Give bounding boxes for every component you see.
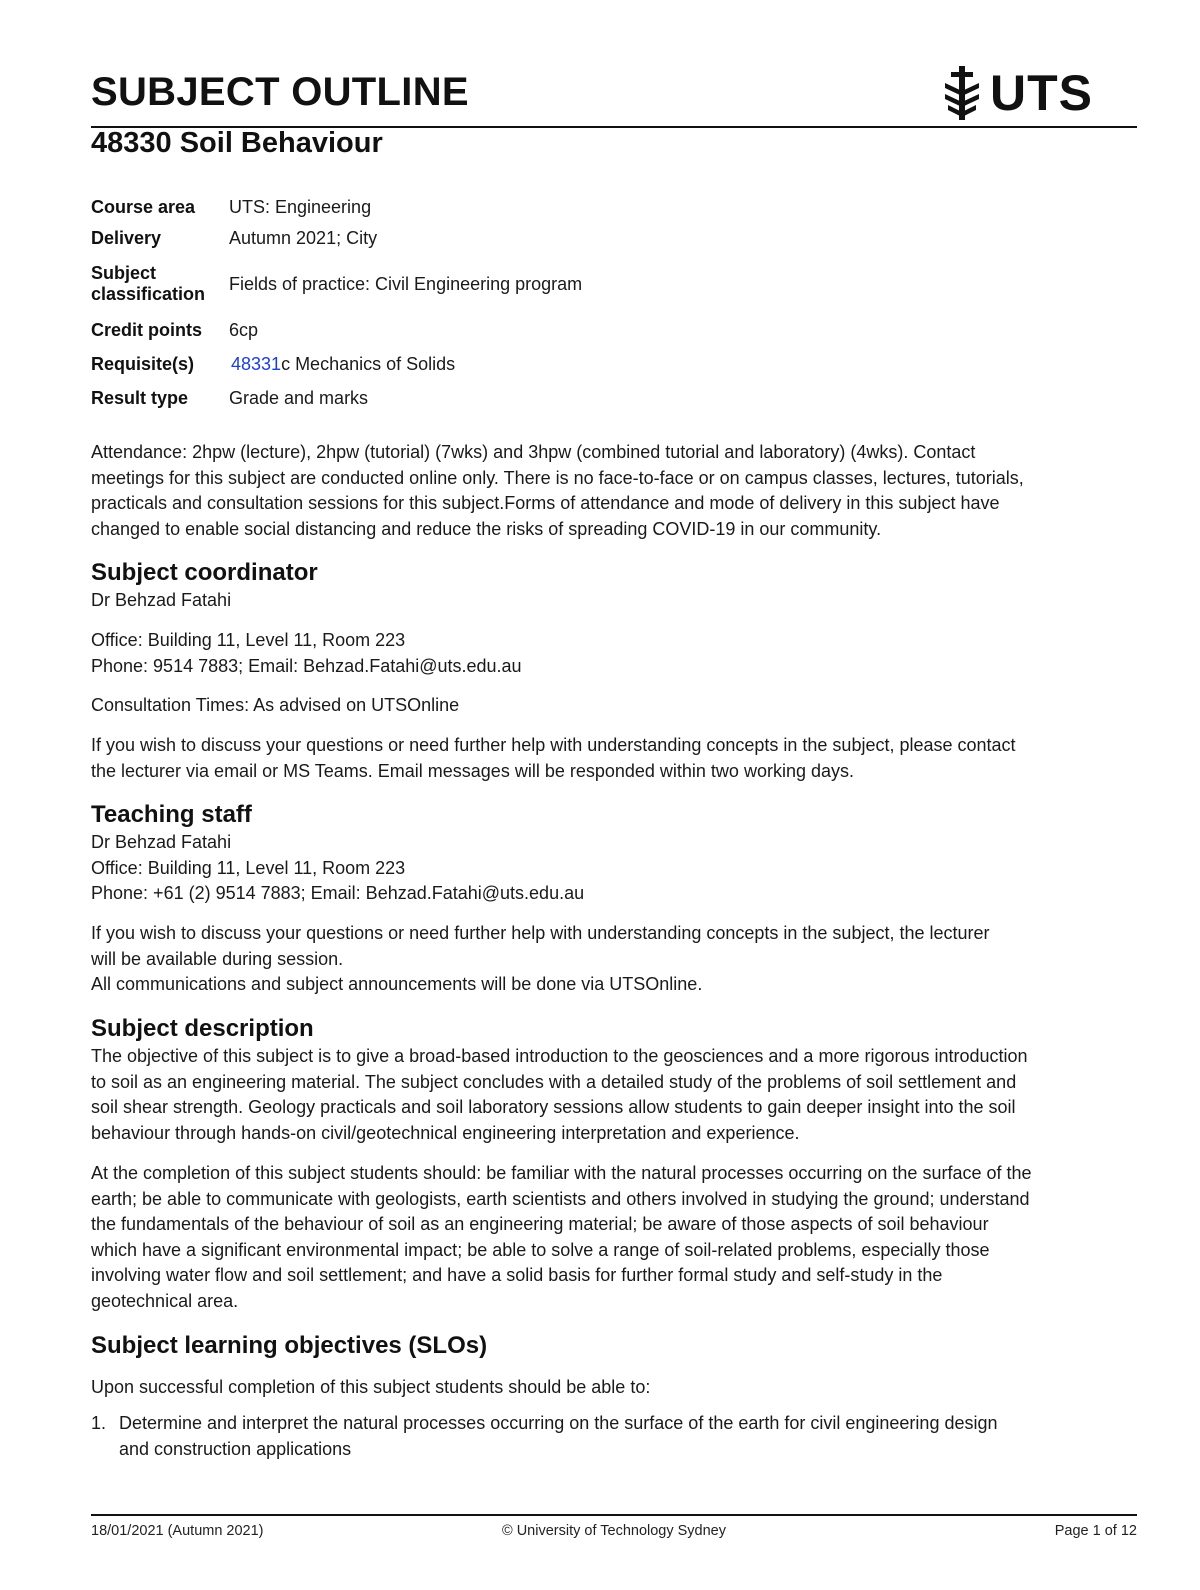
heading-subject-coordinator: Subject coordinator — [91, 559, 318, 586]
meta-label-line: Subject — [91, 263, 157, 283]
text-line: The objective of this subject is to give a broad-based introduction to the geosciences and a more rigorous introduction — [91, 1046, 1028, 1066]
text-line: changed to enable social distancing and reduce the risks of spreading COVID-19 in our community. — [91, 518, 882, 539]
text-line: earth; be able to communicate with geologists, earth scientists and others involved in studying the ground; understand — [91, 1188, 1030, 1209]
text-line: to soil as an engineering material. The subject concludes with a detailed study of the problems of soil settlement and — [91, 1071, 1017, 1092]
subject-title: 48330 Soil Behaviour — [91, 127, 383, 159]
document-page — [91, 0, 1137, 1590]
text-line: the lecturer via email or MS Teams. Email messages will be responded within two working days. — [91, 760, 854, 781]
logo-text: UTS — [990, 65, 1093, 121]
coordinator-phone: Phone: 9514 7883; Email: Behzad.Fatahi@uts.edu.au — [91, 655, 522, 676]
uts-crest-icon — [942, 65, 982, 121]
objectives-intro: Upon successful completion of this subject students should be able to: — [91, 1377, 651, 1397]
coordinator-name: Dr Behzad Fatahi — [91, 590, 232, 610]
text-line: and construction applications — [119, 1438, 352, 1459]
meta-label: Credit points — [91, 319, 202, 340]
coordinator-help — [91, 733, 1131, 784]
text-line: will be available during session. — [91, 948, 344, 969]
meta-label — [91, 255, 229, 313]
meta-label: Requisite(s) — [91, 353, 195, 374]
meta-label: Delivery — [91, 227, 162, 248]
text-line: involving water flow and soil settlement; and have a solid basis for further formal study and self-study in the — [91, 1265, 943, 1285]
meta-row-delivery — [91, 221, 582, 255]
page-footer — [91, 1514, 1137, 1556]
text-line: All communications and subject announcements will be done via UTSOnline. — [91, 974, 703, 994]
text-line: Attendance: 2hpw (lecture), 2hpw (tutorial) (7wks) and 3hpw (combined tutorial and laboratory) (4wks). Contact — [91, 442, 976, 462]
meta-row-classification — [91, 255, 582, 313]
staff-phone: Phone: +61 (2) 9514 7883; Email: Behzad.Fatahi@uts.edu.au — [91, 883, 585, 903]
requisite-link[interactable]: 48331 — [231, 353, 282, 374]
page-header — [91, 64, 1137, 128]
teaching-staff-details — [91, 830, 1131, 907]
staff-name: Dr Behzad Fatahi — [91, 832, 232, 852]
text-line: practicals and consultation sessions for this subject.Forms of attendance and mode of delivery in this subject have — [91, 493, 1000, 513]
heading-teaching-staff: Teaching staff — [91, 801, 252, 828]
meta-label: Result type — [91, 387, 189, 408]
meta-row-result-type — [91, 381, 582, 415]
meta-value: UTS: Engineering — [229, 196, 372, 217]
heading-learning-objectives: Subject learning objectives (SLOs) — [91, 1332, 488, 1359]
meta-value: Fields of practice: Civil Engineering program — [229, 273, 583, 294]
meta-value: Autumn 2021; City — [229, 227, 378, 248]
meta-label-line: classification — [91, 284, 206, 304]
footer-date: 18/01/2021 (Autumn 2021) — [91, 1523, 264, 1539]
objective-number: 1. — [91, 1413, 107, 1433]
meta-value: Grade and marks — [229, 387, 369, 408]
text-line: the fundamentals of the behaviour of soil as an engineering material; be aware of those aspects of soil behaviour — [91, 1214, 989, 1234]
meta-row-credit-points — [91, 313, 582, 347]
objective-item — [91, 1411, 1131, 1462]
requisite-text: c Mechanics of Solids — [281, 353, 456, 374]
text-line: geotechnical area. — [91, 1290, 239, 1311]
subject-meta-table — [91, 193, 582, 415]
text-line: which have a significant environmental impact; be able to solve a range of soil-related problems, especially those — [91, 1239, 990, 1260]
teaching-help — [91, 921, 1131, 998]
attendance-paragraph — [91, 440, 1131, 542]
staff-office: Office: Building 11, Level 11, Room 223 — [91, 857, 406, 878]
text-line: behaviour through hands-on civil/geotechnical engineering interpretation and experience. — [91, 1122, 800, 1143]
text-line: If you wish to discuss your questions or need further help with understanding concepts in the subject, the lecturer — [91, 923, 990, 943]
coordinator-office: Office: Building 11, Level 11, Room 223 — [91, 630, 406, 650]
text-line: Determine and interpret the natural processes occurring on the surface of the earth for civil engineering design — [119, 1413, 998, 1433]
uts-logo — [942, 64, 1093, 122]
meta-row-course-area — [91, 193, 582, 221]
document-title: SUBJECT OUTLINE — [91, 70, 469, 114]
footer-copyright: © University of Technology Sydney — [502, 1523, 726, 1539]
text-line: At the completion of this subject students should: be familiar with the natural processes occurring on the surface of the — [91, 1163, 1032, 1183]
meta-row-requisites — [91, 347, 582, 381]
heading-subject-description: Subject description — [91, 1015, 314, 1042]
meta-value — [229, 347, 582, 381]
description-paragraph-2 — [91, 1161, 1131, 1314]
meta-value: 6cp — [229, 319, 259, 340]
consultation-times: Consultation Times: As advised on UTSOnline — [91, 695, 460, 715]
meta-label: Course area — [91, 196, 196, 217]
text-line: If you wish to discuss your questions or need further help with understanding concepts in the subject, please contact — [91, 735, 1016, 755]
footer-page-number: Page 1 of 12 — [1054, 1523, 1137, 1539]
text-line: soil shear strength. Geology practicals and soil laboratory sessions allow students to gain deeper insight into the soil — [91, 1097, 1016, 1117]
text-line: meetings for this subject are conducted online only. There is no face-to-face or on campus classes, lectures, tutorials, — [91, 467, 1024, 488]
description-paragraph-1 — [91, 1044, 1131, 1146]
coordinator-contact — [91, 628, 1131, 679]
